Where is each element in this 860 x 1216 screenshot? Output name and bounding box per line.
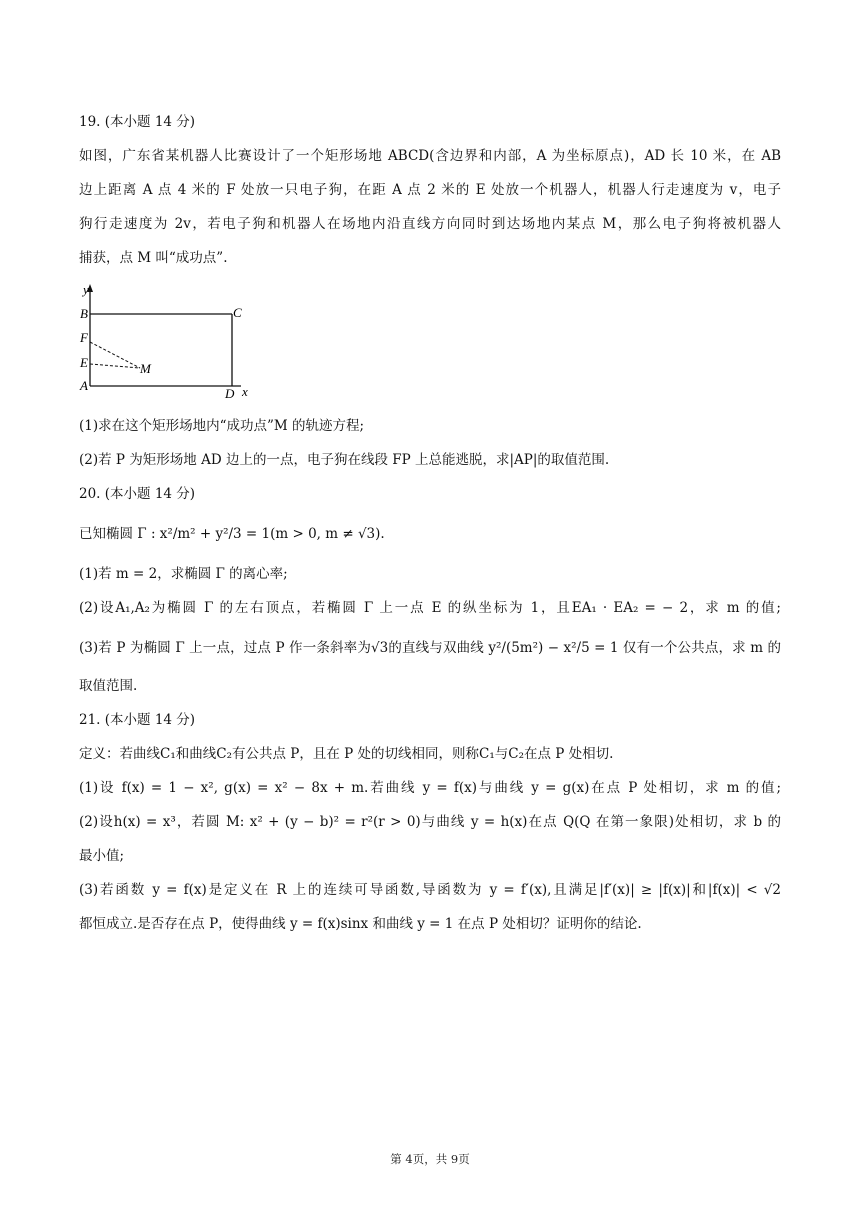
q20-intro: 已知椭圆 Γ : x²/m² + y²/3 = 1(m > 0, m ≠ √3). xyxy=(79,526,385,542)
label-F: F xyxy=(80,330,88,345)
label-x: x xyxy=(242,384,248,399)
q21-part-2-line-2: 最小值; xyxy=(79,848,125,864)
q19-text-line-3: 狗行走速度为 2v，若电子狗和机器人在场地内沿直线方向同时到达场地内某点 M，那么电子狗将被机器人 xyxy=(79,216,781,232)
q21-part-3-line-1: (3)若函数 y = f(x)是定义在 R 上的连续可导函数,导函数为 y = f′(x),且满足|f′(x)| ≥ |f(x)|和|f(x)| < √2 xyxy=(79,882,781,898)
q21-definition: 定义：若曲线C₁和曲线C₂有公共点 P，且在 P 处的切线相同，则称C₁与C₂在点 P 处相切. xyxy=(79,746,614,762)
q20-part-3-line-2: 取值范围. xyxy=(79,678,138,694)
label-B: B xyxy=(80,306,88,321)
q19-heading: 19. (本小题 14 分) xyxy=(79,114,196,130)
q19-part-2: (2)若 P 为矩形场地 AD 边上的一点，电子狗在线段 FP 上总能逃脱，求|AP|的取值范围. xyxy=(79,452,610,468)
q20-part-3-line-1: (3)若 P 为椭圆 Γ 上一点，过点 P 作一条斜率为√3的直线与双曲线 y²/(5m²) − x²/5 = 1 仅有一个公共点，求 m 的 xyxy=(79,640,781,656)
q19-part-1: (1)求在这个矩形场地内“成功点”M 的轨迹方程; xyxy=(79,418,365,434)
label-E: E xyxy=(80,355,88,370)
q19-text-line-2: 边上距离 A 点 4 米的 F 处放一只电子狗，在距 A 点 2 米的 E 处放一个机器人，机器人行走速度为 v，电子 xyxy=(79,182,781,198)
page-footer: 第 4页，共 9页 xyxy=(390,1152,470,1166)
q21-part-3-line-2: 都恒成立.是否存在点 P，使得曲线 y = f(x)sinx 和曲线 y = 1 在点 P 处相切？证明你的结论. xyxy=(79,916,642,932)
q19-text-line-4: 捕获，点 M 叫“成功点”. xyxy=(79,250,228,266)
q19-text-line-1: 如图，广东省某机器人比赛设计了一个矩形场地 ABCD(含边界和内部，A 为坐标原点)，AD 长 10 米，在 AB xyxy=(79,148,781,164)
q20-part-2: (2)设A₁,A₂为椭圆 Γ 的左右顶点，若椭圆 Γ 上一点 E 的纵坐标为 1，且EA₁ · EA₂ = − 2，求 m 的值; xyxy=(79,600,781,616)
q21-part-1: (1)设 f(x) = 1 − x², g(x) = x² − 8x + m.若曲线 y = f(x)与曲线 y = g(x)在点 P 处相切，求 m 的值; xyxy=(79,780,781,796)
q19-rectangle-figure xyxy=(76,282,256,400)
label-M: M xyxy=(140,361,151,376)
q21-part-2-line-1: (2)设h(x) = x³，若圆 M: x² + (y − b)² = r²(r > 0)与曲线 y = h(x)在点 Q(Q 在第一象限)处相切，求 b 的 xyxy=(79,814,781,830)
label-C: C xyxy=(233,305,242,320)
dashed-EM xyxy=(90,364,140,368)
q20-heading: 20. (本小题 14 分) xyxy=(79,486,196,502)
label-A: A xyxy=(80,378,88,393)
label-y: y xyxy=(83,282,89,297)
q20-part-1: (1)若 m = 2，求椭圆 Γ 的离心率; xyxy=(79,566,288,582)
label-D: D xyxy=(225,386,235,400)
q21-heading: 21. (本小题 14 分) xyxy=(79,712,196,728)
